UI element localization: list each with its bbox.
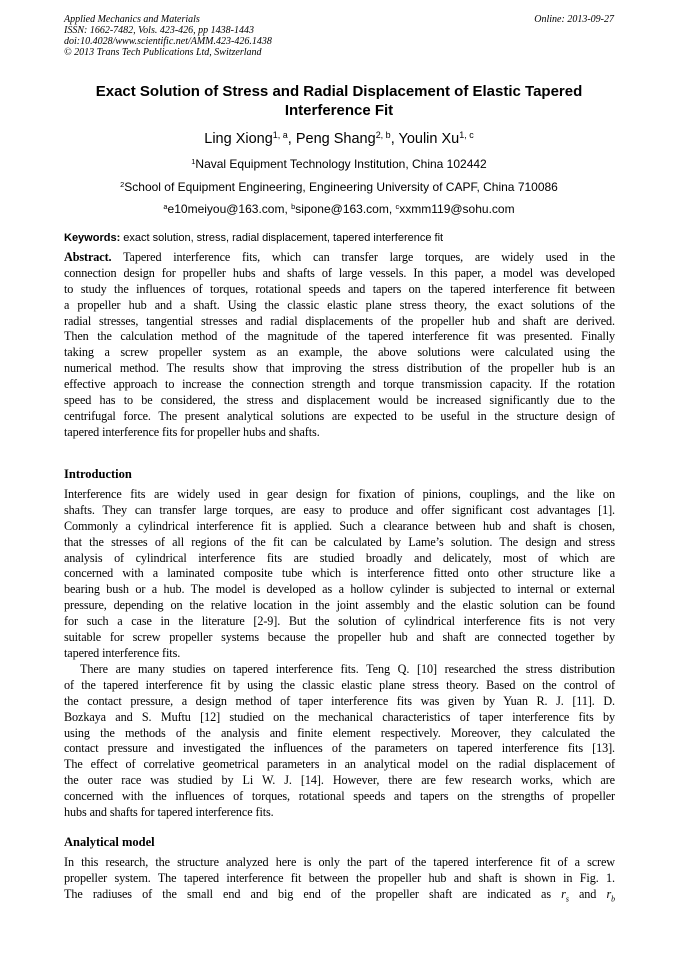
intro-line: the contact pressure, a design method of taper interference fits was given by Yuan R. J. [11]. D. (64, 693, 615, 708)
analytical-line-text: The radiuses of the small end and big end of the propeller shaft are indicated as (64, 886, 551, 901)
email-sup: b (291, 201, 296, 211)
email-sup: a (163, 201, 168, 211)
intro-line: the outer race was studied by Li W. J. [14]. However, there are few research works, which are (64, 773, 615, 788)
analytical-line (64, 887, 615, 903)
online-date: Online: 2013-09-27 (534, 14, 614, 25)
intro-line: The effect of correlative geometrical parameters in an analytical model on the radial displacement of (64, 757, 615, 772)
section-heading-analytical-model: Analytical model (64, 835, 155, 849)
author-sup: 2, b (375, 130, 391, 141)
intro-line: Bozkaya and S. Muftu [12] studied on the mechanical characteristics of taper interference fits by (64, 709, 615, 724)
issn-line: ISSN: 1662-7482, Vols. 423-426, pp 1438-1443 (64, 25, 254, 36)
intro-line: pressure, depending on the relative location in the joint assembly and the elastic solution can be found (64, 598, 615, 613)
intro-line: suitable for screw propeller systems because the propeller hub and shaft are connected together by (64, 630, 615, 645)
intro-line: contact pressure and investigated the influences of the parameters on tapered interference fits [13]. (64, 741, 615, 756)
author-sup: 1, c (459, 130, 474, 141)
intro-line: for such a case in the literature [2-9]. But the solution of cylindrical interference fits is not very (64, 614, 615, 629)
keywords-label: Keywords: (64, 232, 121, 244)
journal-header (64, 14, 272, 58)
variable-r-b: $r_b$ (606, 886, 615, 904)
paper-title (60, 82, 618, 120)
intro-line: analysis of cylindrical interference fits are studied broadly and delicately, most of which are (64, 550, 615, 565)
title-line-1: Exact Solution of Stress and Radial Displacement of Elastic Tapered (95, 83, 583, 100)
email-text: e10meiyou@163.com, (167, 202, 292, 216)
author-sup: 1, a (272, 130, 288, 141)
abstract-line: connection design for propeller hubs and shafts of large vessels. In this paper, a model was developed (64, 265, 615, 280)
email-text: sipone@163.com, (295, 202, 396, 216)
and-text: and (578, 886, 597, 901)
intro-line: There are many studies on tapered interference fits. Teng Q. [10] researched the stress distribution (80, 662, 615, 676)
section-heading-introduction: Introduction (64, 467, 132, 481)
intro-line: Interference fits are widely used in gear design for fixation of pinions, couplings, and the like on (64, 487, 615, 501)
intro-line: concerned with a laminated composite tube which is interference fitted onto other structure like a (64, 566, 615, 581)
affiliation-text: Naval Equipment Technology Institution, China 102442 (195, 157, 487, 171)
introduction-paragraph-2 (64, 662, 615, 821)
abstract-line: speed has to be considered, the stress and displacement would be increased significantly due to the (64, 393, 615, 408)
abstract-label: Abstract. (64, 250, 112, 264)
abstract-line: taking a screw propeller system as an example, the above solutions were calculated using the (64, 345, 615, 360)
doi-line: doi:10.4028/www.scientific.net/AMM.423-426.1438 (64, 36, 272, 47)
intro-line: shafts. They can transfer large torques, are easy to produce and offer significant cost advantages [1]. (64, 502, 615, 517)
intro-line: concerned with the influences of torques, rotational speeds and tapers on the strengths of propeller (64, 789, 615, 804)
email-sup: c (395, 201, 400, 211)
intro-line: using the methods of the analysis and finite element respectively. Moreover, they calculated the (64, 725, 615, 740)
abstract-line: numerical method. The results show that improving the stress distribution of the propeller hub is an (64, 361, 615, 376)
affiliation-sup: 1 (191, 156, 196, 166)
analytical-line: propeller system. The tapered interference fit between the propeller hub and shaft is shown in Fig. 1. (64, 870, 615, 885)
author-list (60, 130, 618, 148)
email-line (60, 202, 618, 216)
email-text: xxmm119@sohu.com (399, 202, 515, 216)
copyright-line: © 2013 Trans Tech Publications Ltd, Switzerland (64, 47, 262, 58)
keywords-text: exact solution, stress, radial displacement, tapered interference fit (120, 232, 444, 244)
affiliation-1 (60, 157, 618, 171)
abstract-line: tapered interference fits for propeller hubs and shafts. (64, 424, 320, 439)
journal-name: Applied Mechanics and Materials (64, 14, 200, 25)
author-name: Ling Xiong (204, 131, 273, 147)
abstract-line: effective approach to increase the connection strength and torque transmission capacity. If the rotation (64, 377, 615, 392)
analytical-line: In this research, the structure analyzed here is only the part of the tapered interference fit of a screw (64, 855, 615, 869)
abstract-line (64, 250, 615, 266)
author-separator: , (287, 131, 296, 147)
affiliation-2 (60, 180, 618, 194)
intro-line: Commonly a cylindrical interference fit is applied. Such a clearance between hub and shaft is chosen, (64, 518, 615, 533)
abstract-line: Then the calculation method of the magnitude of the tapered interference fit was presented. Finally (64, 329, 615, 344)
affiliation-text: School of Equipment Engineering, Engineering University of CAPF, China 710086 (124, 180, 558, 194)
author-name: Peng Shang (295, 131, 376, 147)
introduction-paragraph-1 (64, 487, 615, 662)
keywords (64, 231, 616, 245)
author-name: Youlin Xu (398, 131, 460, 147)
abstract-line: a propeller hub and a shaft. Using the classic elastic plane stress theory, the exact solutions of the (64, 297, 615, 312)
abstract-line: to study the influences of torques, rotational speeds and tapers on the tapered interference fit between (64, 281, 615, 296)
abstract-first-line-text: Tapered interference fits, which can transfer large torques, are widely used in the (111, 250, 615, 264)
author-separator: , (390, 131, 399, 147)
intro-line: that the stresses of all regions of the fit can be calculated by Lame’s solution. The design and stress (64, 534, 615, 549)
variable-r-s: $r_s$ (561, 886, 569, 904)
affiliation-sup: 2 (120, 179, 125, 189)
abstract (64, 250, 615, 441)
analytical-paragraph (64, 855, 615, 903)
abstract-line: radial stresses, tangential stresses and radial displacements of the propeller hub and shaft are derived. (64, 313, 615, 328)
intro-line: of the tapered interference fit by using the classic elastic plane stress theory. Based on the control of (64, 677, 615, 692)
abstract-line: centrifugal force. The present analytical solutions are expected to be useful in the structure design of (64, 408, 615, 423)
title-line-2: Interference Fit (284, 102, 394, 119)
intro-line: tapered interference fits. (64, 645, 181, 660)
intro-line: bearing bush or a hub. The model is developed as a hollow cylinder is subjected to internal or external (64, 582, 615, 597)
intro-line: hubs and shafts for tapered interference fits. (64, 805, 274, 820)
